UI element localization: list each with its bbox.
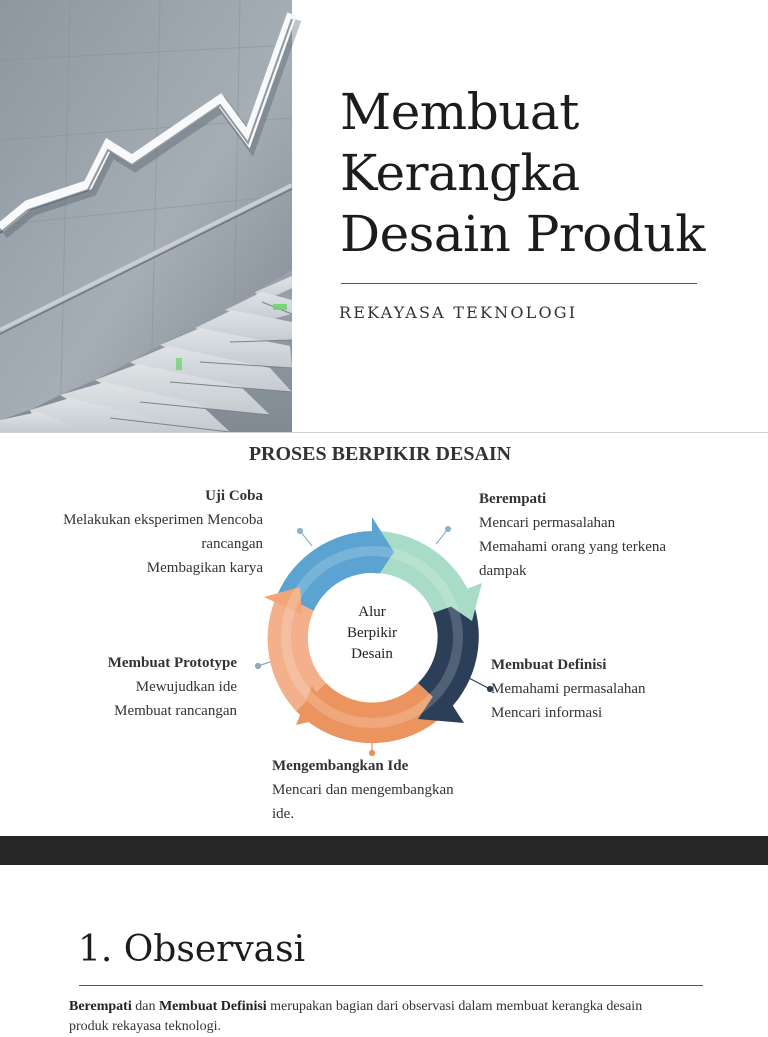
section-paragraph xyxy=(69,997,709,1037)
slide-heading: PROSES BERPIKIR DESAIN xyxy=(248,443,512,465)
step-line: Mencari permasalahan xyxy=(479,515,616,531)
center-label-line: Alur xyxy=(358,604,386,620)
step-title: Membuat Prototype xyxy=(107,655,237,671)
step-membuat-prototype xyxy=(108,651,237,723)
step-line: rancangan xyxy=(201,536,263,552)
observasi-slide xyxy=(0,865,768,1034)
para-text: produk rekayasa teknologi. xyxy=(69,1019,222,1034)
connector-dot xyxy=(298,529,303,534)
step-mengembangkan-ide xyxy=(272,754,454,826)
step-line: Mewujudkan ide xyxy=(135,679,237,695)
step-line: Membagikan karya xyxy=(146,560,263,576)
step-berempati xyxy=(479,487,666,583)
step-line: Membuat rancangan xyxy=(114,703,237,719)
title-line: Membuat xyxy=(340,83,579,141)
step-title: Berempati xyxy=(479,491,547,507)
step-line: Mencari informasi xyxy=(491,705,603,721)
step-line: Memahami orang yang terkena xyxy=(479,539,667,555)
presentation-title xyxy=(340,82,760,265)
cycle-center-label xyxy=(322,602,422,665)
center-label-line: Berpikir xyxy=(347,625,397,641)
step-title: Mengembangkan Ide xyxy=(272,758,409,774)
title-divider xyxy=(341,283,697,284)
step-line: dampak xyxy=(479,563,527,579)
step-line: Memahami permasalahan xyxy=(491,681,646,697)
design-thinking-slide xyxy=(0,433,768,836)
step-line: Mencari dan mengembangkan xyxy=(272,782,454,798)
section-divider xyxy=(79,985,703,986)
step-uji-coba xyxy=(63,484,263,580)
section-title: 1. Observasi xyxy=(78,929,306,970)
title-line: Desain Produk xyxy=(340,205,705,263)
title-slide xyxy=(0,0,768,432)
connector-dot xyxy=(446,527,451,532)
step-line: Melakukan eksperimen Mencoba xyxy=(63,512,263,528)
connector-dot xyxy=(256,664,261,669)
slide-gap-band xyxy=(0,836,768,865)
para-text: dan xyxy=(131,999,159,1014)
center-label-line: Desain xyxy=(351,646,393,662)
step-membuat-definisi xyxy=(491,653,646,725)
presentation-subtitle: REKAYASA TEKNOLOGI xyxy=(339,303,578,322)
staircase-arrow-photo xyxy=(0,0,292,432)
bold-term: Berempati xyxy=(69,999,132,1014)
step-line: ide. xyxy=(272,806,295,822)
para-text: merupakan bagian dari observasi dalam membuat kerangka desain xyxy=(266,999,643,1014)
bold-term: Membuat Definisi xyxy=(158,999,267,1014)
step-title: Uji Coba xyxy=(205,488,263,504)
title-line: Kerangka xyxy=(340,144,580,202)
step-title: Membuat Definisi xyxy=(491,657,607,673)
